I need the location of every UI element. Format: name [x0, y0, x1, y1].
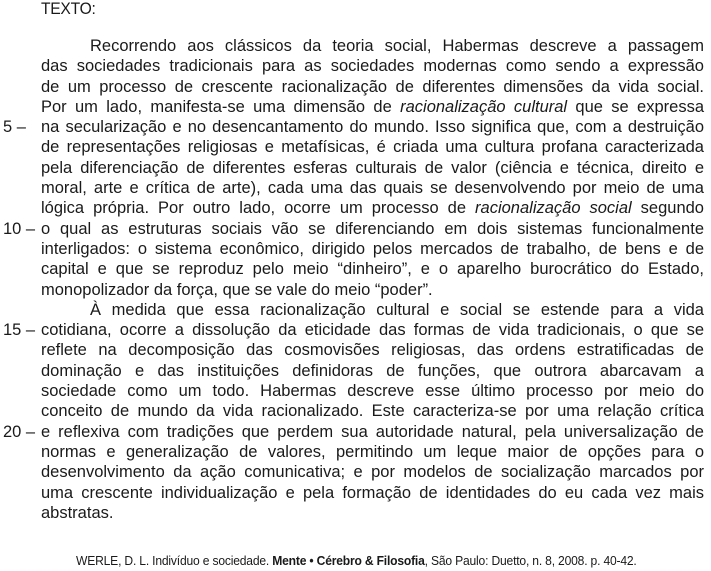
text-line: [41, 97, 704, 117]
line-text-segment: lógica própria. Por outro lado, ocorre um processo de: [41, 199, 476, 218]
text-line: [41, 178, 704, 198]
line-number: 10 –: [3, 219, 36, 238]
line-text: reflete na decomposição das cosmovisões religiosas, das ordens estratificadas de: [41, 341, 704, 360]
text-line: [41, 198, 704, 218]
line-text: e reflexiva com tradições que perdem sua autoridade natural, pela universalização de: [41, 422, 704, 441]
line-text: conceito de mundo da vida racionalizado. Este caracteriza-se por uma relação crítica: [41, 402, 704, 421]
text-line: [41, 137, 704, 157]
line-text: sociedade como um todo. Habermas descreve esse último processo por meio do: [41, 382, 704, 401]
line-text: Recorrendo aos clássicos da teoria social, Habermas descreve a passagem: [90, 37, 704, 55]
line-text: o qual as estruturas sociais vão se diferenciando em dois sistemas funcionalmente: [41, 219, 704, 238]
line-text: na secularização e no desencantamento do mundo. Isso significa que, com a destruição: [41, 118, 704, 137]
line-text: cotidiana, ocorre a dissolução da eticidade das formas de vida tradicionais, o que se: [41, 321, 704, 340]
line-text: capital e que se reproduz pelo meio “dinheiro”, e o aparelho burocrático do Estado,: [41, 260, 704, 279]
line-text: [41, 198, 704, 218]
citation-author-title: WERLE, D. L. Indivíduo e sociedade.: [76, 553, 273, 568]
text-line: [41, 462, 704, 482]
line-text-segment: segundo: [631, 199, 704, 218]
italic-term: racionalização cultural: [400, 97, 568, 116]
citation: [76, 553, 637, 569]
text-line: [41, 36, 704, 56]
line-text-segment: Por um lado, manifesta-se uma dimensão de: [41, 97, 401, 116]
line-text-segment: que se expressa: [567, 97, 704, 116]
passage-body: [3, 36, 704, 523]
line-text: das sociedades tradicionais para as sociedades modernas como sendo a expressão: [41, 57, 704, 76]
text-line: [41, 239, 704, 259]
text-line: [3, 422, 704, 442]
text-line: [41, 401, 704, 421]
text-line: [41, 503, 704, 523]
line-text: desenvolvimento da ação comunicativa; e por modelos de socialização marcados por: [41, 463, 704, 482]
text-line: [41, 280, 704, 300]
text-line: [41, 381, 704, 401]
line-number: 20 –: [3, 422, 36, 441]
text-line: [3, 117, 704, 137]
text-line: [3, 320, 704, 340]
citation-details: , São Paulo: Duetto, n. 8, 2008. p. 40-42.: [424, 553, 637, 568]
line-text: abstratas.: [41, 503, 114, 522]
text-line: [41, 300, 704, 320]
line-number: 15 –: [3, 321, 36, 340]
text-line: [41, 442, 704, 462]
line-text: de representações religiosas e metafísicas, é criada uma cultura profana caracterizada: [41, 138, 704, 157]
text-line: [41, 56, 704, 76]
line-text: moral, arte e crítica de arte), cada uma das quais se desenvolvendo por meio de uma: [41, 179, 704, 198]
italic-term: racionalização social: [475, 199, 632, 218]
line-text: de um processo de crescente racionalização de diferentes dimensões da vida social.: [41, 77, 704, 96]
citation-journal: Mente • Cérebro & Filosofia: [272, 553, 425, 568]
text-line: [41, 361, 704, 381]
text-line: [41, 340, 704, 360]
line-text: [41, 97, 704, 117]
line-text: interligados: o sistema econômico, dirigido pelos mercados de trabalho, de bens e de: [41, 239, 704, 258]
text-line: [41, 77, 704, 97]
line-text: monopolizador da força, que se vale do meio “poder”.: [41, 280, 433, 299]
line-text: pela diferenciação de diferentes esferas culturais de valor (ciência e técnica, direito e: [41, 158, 704, 177]
line-number: 5 –: [3, 118, 26, 137]
line-text: uma crescente individualização e pela formação de identidades do eu cada vez mais: [41, 483, 704, 502]
text-line: [41, 483, 704, 503]
line-text: dominação e das instituições definidoras de funções, que outrora abarcavam a: [41, 361, 704, 380]
text-line: [3, 219, 704, 239]
text-line: [41, 158, 704, 178]
section-title: TEXTO:: [41, 0, 96, 18]
text-line: [41, 259, 704, 279]
line-text: normas e generalização de valores, permitindo um leque maior de opções para o: [41, 442, 704, 461]
line-text: À medida que essa racionalização cultural e social se estende para a vida: [90, 300, 704, 319]
